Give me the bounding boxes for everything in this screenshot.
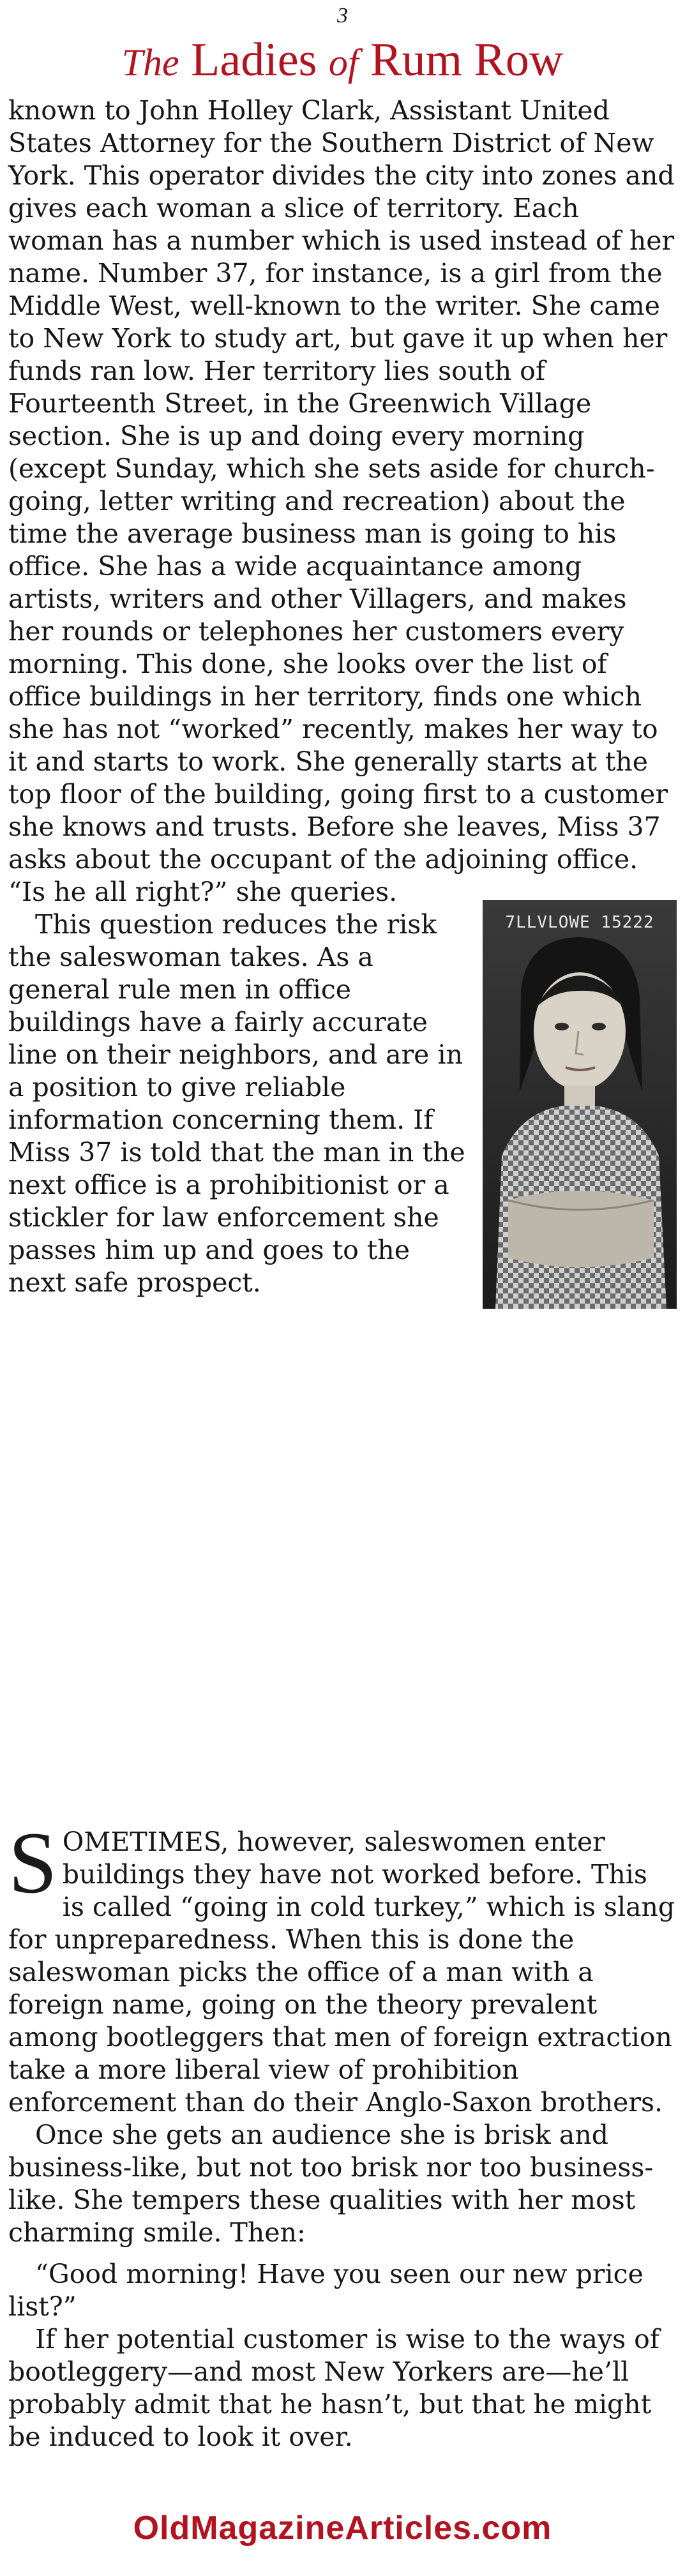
paragraph-4: Once she gets an audience she is brisk and business-like, but not too brisk nor too business-like. She tempers these qualities with her most charming smile. Then:: [8, 2120, 654, 2248]
paragraph-6: If her potential customer is wise to the ways of bootleggery—and most New Yorkers are—he’ll probably admit that he hasn’t, but that he might be induced to look it over.: [8, 2324, 660, 2452]
text-with-photo: [8, 94, 677, 1299]
paragraph-3-text: OMETIMES, however, saleswomen enter buildings they have not worked before. This is called “going in cold turkey,” which is slang for unpreparedness. When this is done the saleswoman picks the office of a man with a foreign name, going on the theory prevalent among bootleggers that men of foreign extraction take a more liberal view of prohibition enforcement than do their Anglo-Saxon brothers.: [8, 1827, 675, 2118]
article-body-part-1: [8, 94, 677, 1313]
drop-cap-letter: S: [8, 1814, 57, 1911]
title-word-the: The: [121, 41, 179, 84]
photo-caption: 7LLVLOWE 15222: [505, 913, 654, 932]
title-words-rum-row: Rum Row: [370, 34, 564, 86]
article-title: [0, 33, 685, 89]
paragraph-3: [8, 1814, 677, 2119]
page-number: 3: [337, 4, 348, 27]
mugshot-photo: [483, 900, 677, 1309]
title-word-of: of: [328, 41, 359, 84]
paragraph-5: “Good morning! Have you seen our new price list?”: [8, 2259, 644, 2322]
title-word-ladies: Ladies: [191, 34, 317, 86]
portrait-illustration: [483, 900, 677, 1309]
source-watermark: OldMagazineArticles.com: [133, 2510, 552, 2547]
paragraph-2: This question reduces the risk the saleswoman takes. As a general rule men in office buildings have a fairly accurate line on their neighbors, and are in a position to give reliable information concerning them. If Miss 37 is told that the man in the next office is a prohibitionist or a stickler for law enforcement she passes him up and goes to the next safe prospect.: [8, 909, 465, 1298]
article-body-part-2: [8, 1814, 677, 2453]
paragraph-1: known to John Holley Clark, Assistant United States Attorney for the Southern District of New York. This operator divides the city into zones and gives each woman a slice of territory. Each woman has a number which is used instead of her name. Number 37, for instance, is a girl from the Middle West, well-known to the writer. She came to New York to study art, but gave it up when her funds ran low. Her territory lies south of Fourteenth Street, in the Greenwich Village section. She is up and doing every morning (except Sunday, which she sets aside for church-going, letter writing and recreation) about the time the average business man is going to his office. She has a wide acquaintance among artists, writers and other Villagers, and makes her rounds or telephones her customers every morning. This done, she looks over the list of office buildings in her territory, finds one which she has not “worked” recently, makes her way to it and starts to work. She generally starts at the top floor of the building, going first to a customer she knows and trusts. Before she leaves, Miss 37 asks about the occupant of the adjoining office. “Is he all right?” she queries.: [8, 95, 675, 907]
